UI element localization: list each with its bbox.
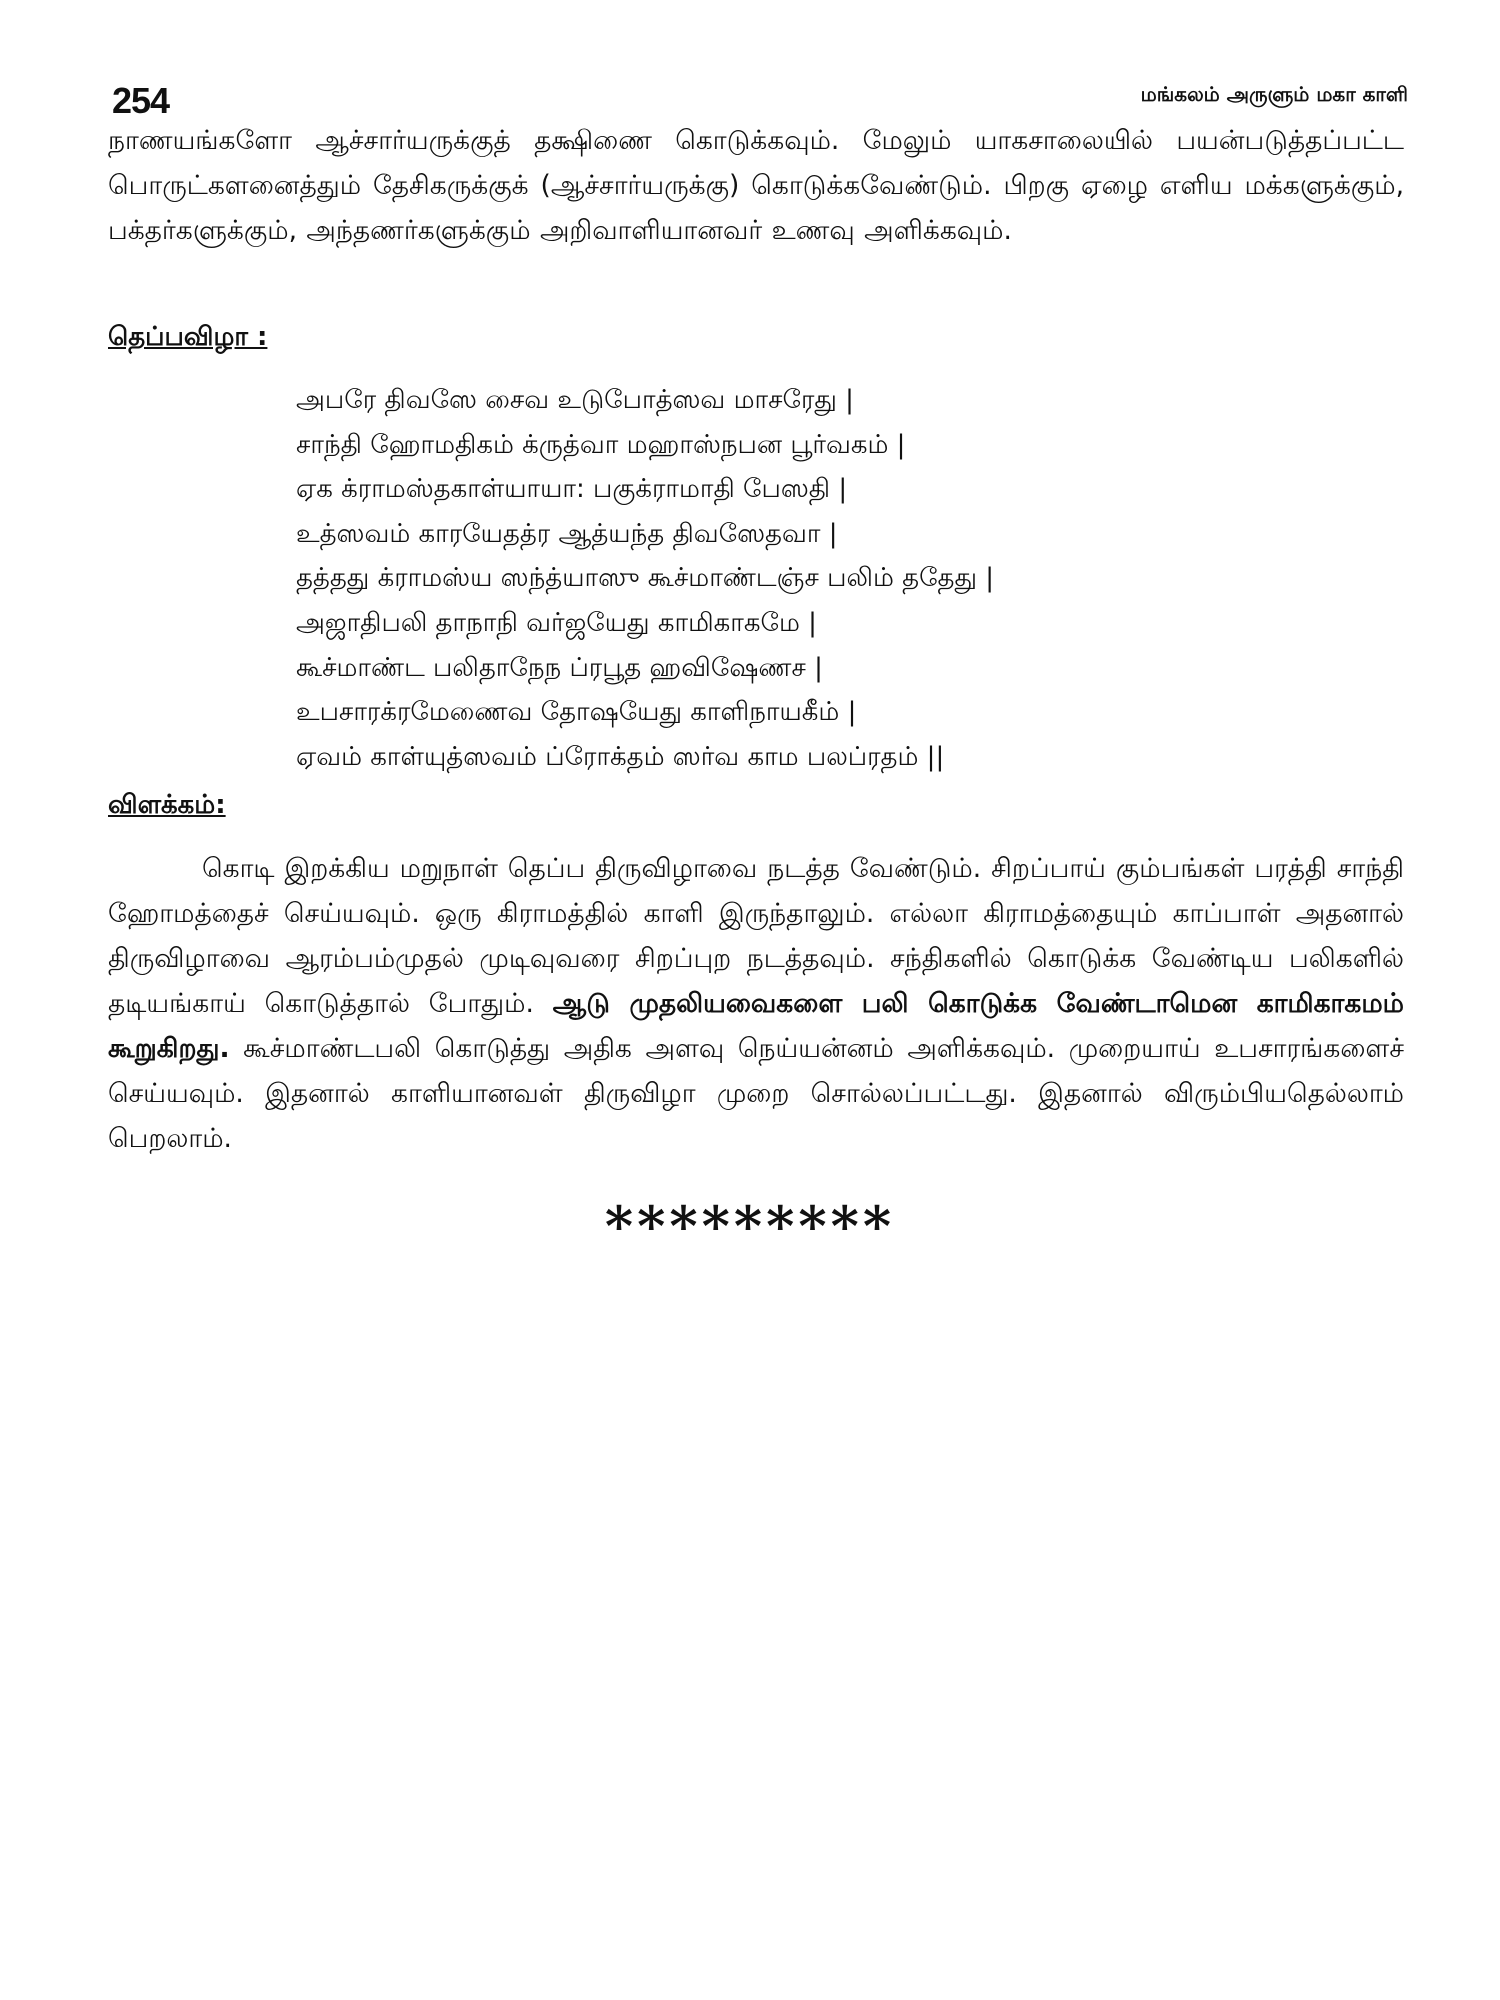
verse-line: உத்ஸவம் காரயேதத்ர ஆத்யந்த திவஸேதவா | xyxy=(296,518,838,549)
verse-line: அஜாதிபலி தாநாநி வர்ஜயேது காமிகாகமே | xyxy=(296,607,817,638)
explanation-paragraph xyxy=(108,846,1404,1161)
verse-line: அபரே திவஸே சைவ உடுபோத்ஸவ மாசரேது | xyxy=(296,385,854,415)
explanation-bold-text: ஆடு முதலியவைகளை பலி கொடுக்க வேண்டாமென காமிகாகமம் கூறுகிறது. xyxy=(108,988,1404,1064)
verse-line: உபசாரக்ரமேணைவ தோஷயேது காளிநாயகீம் | xyxy=(296,697,857,728)
verse-block xyxy=(296,378,994,779)
running-title: மங்கலம் அருளும் மகா காளி xyxy=(1140,82,1408,106)
verse-line: சாந்தி ஹோமதிகம் க்ருத்வா மஹாஸ்நபன பூர்வகம் | xyxy=(296,429,906,460)
section-heading-theppa-vizha: தெப்பவிழா : xyxy=(108,322,268,352)
asterisk-ornament: ********* xyxy=(604,1194,896,1258)
verse-line: ஏவம் காள்யுத்ஸவம் ப்ரோக்தம் ஸர்வ காம பலப்ரதம் || xyxy=(296,741,945,772)
explanation-text-continued: கூச்மாண்டபலி கொடுத்து அதிக அளவு நெய்யன்னம் அளிக்கவும். முறையாய் உபசாரங்களைச் செய்யவும். இதனால் காளியானவள் திருவிழா முறை சொல்லப்பட்டது. இதனால் விரும்பியதெல்லாம் பெறலாம். xyxy=(108,1033,1404,1154)
intro-paragraph: நாணயங்களோ ஆச்சார்யருக்குத் தக்ஷிணை கொடுக்கவும். மேலும் யாகசாலையில் பயன்படுத்தப்பட்ட பொருட்களனைத்தும் தேசிகருக்குக் (ஆச்சார்யருக்கு) கொடுக்கவேண்டும். பிறகு ஏழை எளிய மக்களுக்கும், பக்தர்களுக்கும், அந்தணர்களுக்கும் அறிவாளியானவர் உணவு அளிக்கவும். xyxy=(108,125,1404,246)
verse-line: கூச்மாண்ட பலிதாநேந ப்ரபூத ஹவிஷேணச | xyxy=(296,652,823,683)
verse-line: தத்தது க்ராமஸ்ய ஸந்த்யாஸு கூச்மாண்டஞ்ச பலிம் ததேது | xyxy=(296,563,995,594)
page-number: 254 xyxy=(112,80,170,121)
verse-line: ஏக க்ராமஸ்தகாள்யாயா: பகுக்ராமாதி பேஸதி | xyxy=(296,474,848,505)
explanation-text: கொடி இறக்கிய மறுநாள் தெப்ப திருவிழாவை நடத்த வேண்டும். சிறப்பாய் கும்பங்கள் பரத்தி சாந்தி ஹோமத்தைச் செய்யவும். ஒரு கிராமத்தில் காளி இருந்தாலும். எல்லா கிராமத்தையும் காப்பாள் அதனால் திருவிழாவை ஆரம்பம்முதல் முடிவுவரை சிறப்புற நடத்தவும். சந்திகளில் கொடுக்க வேண்டிய பலிகளில் தடியங்காய் கொடுத்தால் போதும். xyxy=(108,853,1404,1019)
explanation-heading: விளக்கம்: xyxy=(108,790,226,820)
